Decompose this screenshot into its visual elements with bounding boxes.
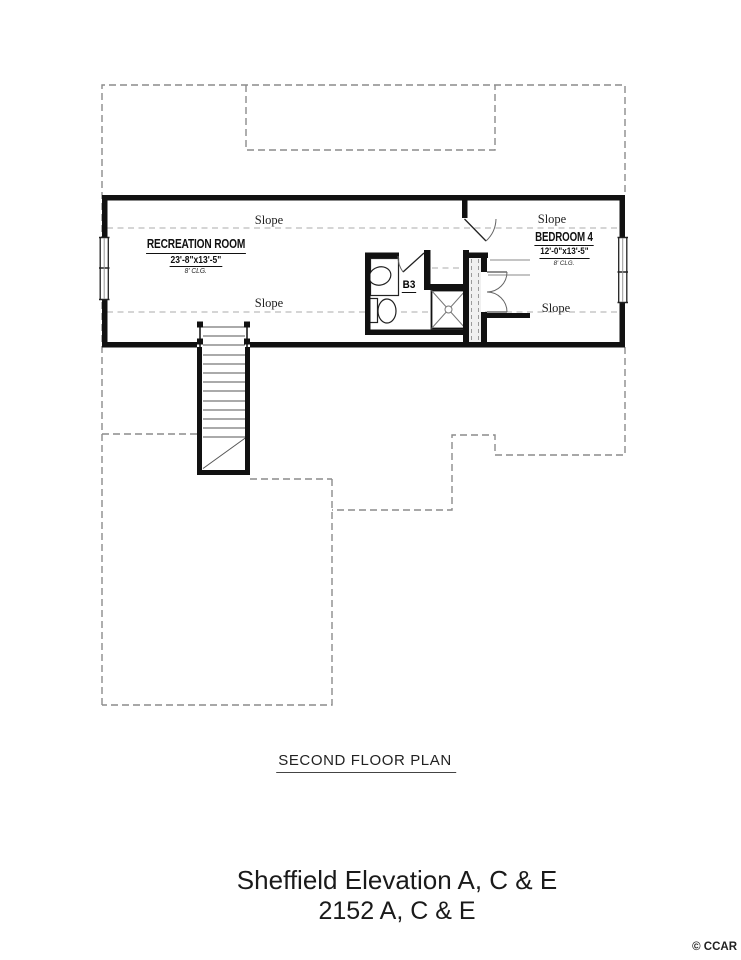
- wall-shower-top: [425, 284, 469, 290]
- slope-label-top-right: Slope: [537, 212, 567, 226]
- wall-bottom-right: [250, 342, 625, 348]
- stair-newel-posts: [197, 322, 250, 345]
- wall-bath-right: [463, 250, 469, 342]
- elevation-title: Sheffield Elevation A, C & E: [236, 865, 558, 895]
- wall-left-upper: [102, 195, 108, 237]
- wall-closet-upper: [481, 258, 487, 272]
- roof-outline-dashed: [102, 85, 625, 705]
- plan-caption: SECOND FLOOR PLAN: [276, 752, 456, 773]
- footer-titles: [237, 866, 557, 925]
- slope-label-top-left: Slope: [254, 213, 284, 227]
- wall-hall-stub: [462, 195, 468, 218]
- wall-chase-cap: [463, 253, 488, 259]
- bathroom-label: B3: [402, 279, 416, 291]
- closet-shelf-lines: [488, 260, 530, 275]
- left-window: [99, 237, 110, 300]
- stair-rails: [200, 322, 247, 347]
- bedroom4-name: BEDROOM 4: [535, 230, 593, 244]
- toilet-tank: [370, 299, 378, 323]
- recreation-room-ceiling: 8' CLG.: [184, 268, 208, 276]
- recreation-room-name: RECREATION ROOM: [146, 237, 246, 254]
- closet-double-doors: [487, 272, 507, 312]
- shower-drain: [445, 306, 452, 313]
- wall-closet-stub: [487, 313, 530, 318]
- stair-diagonal: [203, 438, 246, 469]
- wall-right-lower: [620, 303, 626, 347]
- model-number-title: 2152 A, C & E: [318, 896, 476, 925]
- wall-top: [102, 195, 625, 201]
- bedroom-door: [465, 219, 497, 241]
- recreation-room-label: [132, 237, 260, 276]
- stairwell-walls: [197, 347, 250, 475]
- wall-closet-lower: [481, 312, 487, 342]
- right-window: [618, 237, 629, 303]
- staircase: [197, 322, 250, 476]
- bedroom4-label: [526, 230, 602, 267]
- wall-bottom-left: [102, 342, 197, 348]
- bathroom-fixtures: [367, 259, 466, 329]
- chase-strip: [469, 258, 481, 342]
- wall-right-upper: [620, 195, 626, 237]
- bedroom4-ceiling: 8' CLG.: [553, 260, 575, 268]
- bathroom-door: [398, 253, 424, 272]
- wall-left-lower: [102, 300, 108, 347]
- slope-label-bottom-left: Slope: [254, 296, 284, 310]
- wall-bath-left: [365, 253, 371, 336]
- wall-bath-bottom: [365, 330, 469, 336]
- copyright-watermark: © CCAR: [692, 941, 737, 953]
- slope-label-bottom-right: Slope: [541, 301, 571, 315]
- recreation-room-dims: 23'-8"x13'-5": [170, 254, 222, 266]
- bedroom4-dims: 12'-0"x13'-5": [539, 247, 589, 259]
- toilet-bowl: [378, 299, 396, 323]
- attic-cutout-dashed: [246, 85, 495, 150]
